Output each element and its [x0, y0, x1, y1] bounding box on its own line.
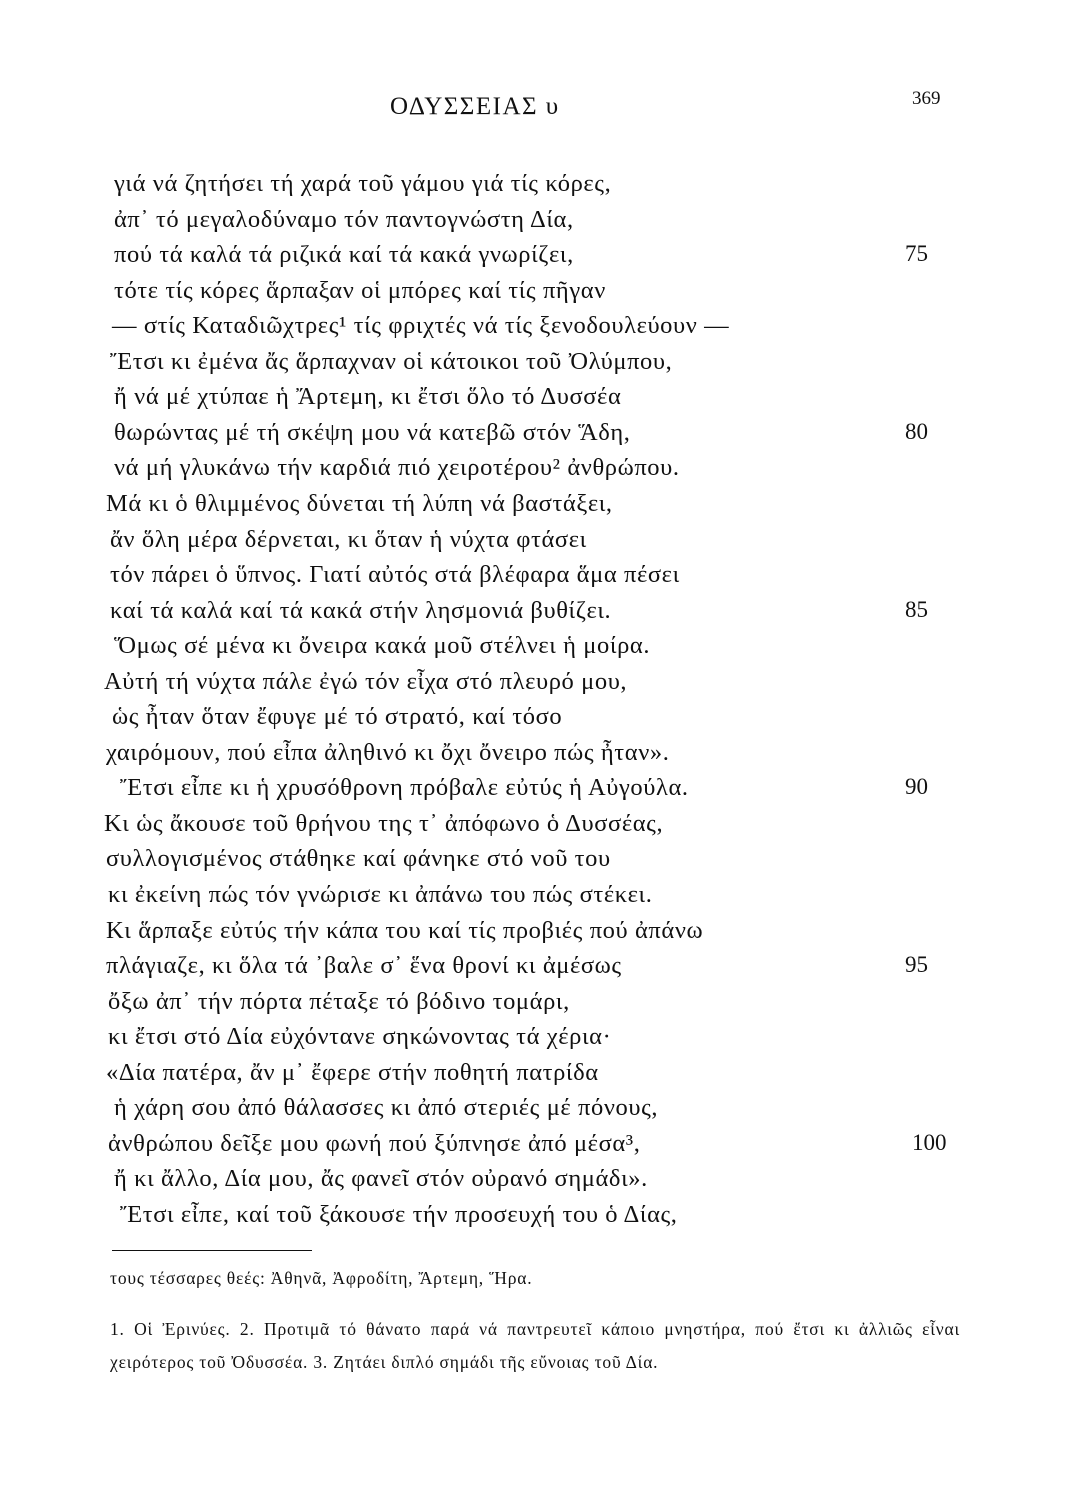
- verse-line: [0, 774, 1085, 812]
- verse-text: ὡς ἦταν ὅταν ἔφυγε μέ τό στρατό, καί τόσο: [112, 703, 563, 730]
- footnotes: 1. Οἱ Ἐρινύες. 2. Προτιμᾶ τό θάνατο παρά νά παντρευτεῖ κάποιο μνηστήρα, πού ἔτσι κι ἀλλιῶς εἶναι χειρότερος τοῦ Ὀδυσσέα. 3. Ζητάει διπλό σημάδι τῆς εὔνοιας τοῦ Δία.: [110, 1319, 960, 1372]
- verse-line: [0, 703, 1085, 741]
- verse-line: [0, 1059, 1085, 1097]
- verse-line: [0, 277, 1085, 315]
- verse-text: ἀνθρώπου δεῖξε μου φωνή πού ξύπνησε ἀπό μέσα³,: [108, 1130, 641, 1157]
- verse-line: [0, 810, 1085, 848]
- verse-text: θωρώντας μέ τή σκέψη μου νά κατεβῶ στόν Ἅδη,: [114, 419, 631, 446]
- footnote-continuation: τους τέσσαρες θεές: Ἀθηνᾶ, Ἀφροδίτη, Ἄρτεμη, Ἥρα.: [110, 1268, 533, 1288]
- verse-line: [0, 668, 1085, 706]
- verse-line: [0, 988, 1085, 1026]
- verse-line: [0, 632, 1085, 670]
- verse-number: 95: [905, 952, 928, 977]
- verse-line: [0, 383, 1085, 421]
- verse-line: [0, 881, 1085, 919]
- verse-text: χαιρόμουν, πού εἶπα ἀληθινό κι ὄχι ὄνειρο πώς ἦταν».: [106, 739, 670, 766]
- verse-text: κι ἐκείνη πώς τόν γνώρισε κι ἀπάνω του πώς στέκει.: [108, 881, 653, 908]
- verse-number: 90: [905, 774, 928, 799]
- footnote-rule: [112, 1250, 312, 1251]
- verse-text: Αὐτή τή νύχτα πάλε ἐγώ τόν εἶχα στό πλευρό μου,: [104, 668, 628, 695]
- verse-text: γιά νά ζητήσει τή χαρά τοῦ γάμου γιά τίς κόρες,: [114, 170, 612, 197]
- verse-line: [0, 241, 1085, 279]
- verse-text: — στίς Καταδιῶχτρες¹ τίς φριχτές νά τίς ξενοδουλεύουν —: [112, 312, 730, 339]
- verse-line: [0, 454, 1085, 492]
- verse-number: 75: [905, 241, 928, 266]
- verse-line: [0, 419, 1085, 457]
- verse-line: [0, 1130, 1085, 1168]
- verse-text: ὄξω ἀπ᾽ τήν πόρτα πέταξε τό βόδινο τομάρι,: [108, 988, 570, 1015]
- verse-line: [0, 206, 1085, 244]
- verse-text: καί τά καλά καί τά κακά στήν λησμονιά βυθίζει.: [110, 597, 612, 624]
- verse-number: 100: [912, 1130, 947, 1155]
- verse-number: 80: [905, 419, 928, 444]
- verse-line: [0, 490, 1085, 528]
- verse-line: [0, 348, 1085, 386]
- verse-text: Ἔτσι εἶπε κι ἡ χρυσόθρονη πρόβαλε εὐτύς ἡ Αὐγούλα.: [120, 774, 689, 801]
- verse-line: [0, 312, 1085, 350]
- verse-text: Ἔτσι κι ἐμένα ἄς ἅρπαχναν οἱ κάτοικοι τοῦ Ὀλύμπου,: [110, 348, 673, 375]
- verse-line: [0, 526, 1085, 564]
- verse-text: Κι ἅρπαξε εὐτύς τήν κάπα του καί τίς προβιές πού ἀπάνω: [106, 917, 704, 944]
- verse-text: κι ἔτσι στό Δία εὐχόντανε σηκώνοντας τά χέρια·: [108, 1023, 612, 1050]
- verse-text: ἡ χάρη σου ἀπό θάλασσες κι ἀπό στεριές μέ πόνους,: [114, 1094, 659, 1121]
- verse-text: Μά κι ὁ θλιμμένος δύνεται τή λύπη νά βαστάξει,: [106, 490, 613, 517]
- page-number: 369: [912, 88, 941, 109]
- verse-text: πλάγιαζε, κι ὅλα τά ᾽βαλε σ᾽ ἕνα θρονί κι ἀμέσως: [106, 952, 622, 979]
- verse-line: [0, 1201, 1085, 1239]
- verse-line: [0, 597, 1085, 635]
- verse-text: Ἔτσι εἶπε, καί τοῦ ξάκουσε τήν προσευχή του ὁ Δίας,: [120, 1201, 678, 1228]
- verse-line: [0, 952, 1085, 990]
- verse-line: [0, 917, 1085, 955]
- verse-text: τότε τίς κόρες ἅρπαξαν οἱ μπόρες καί τίς πῆγαν: [114, 277, 606, 304]
- verse-text: ἀπ᾽ τό μεγαλοδύναμο τόν παντογνώστη Δία,: [114, 206, 574, 233]
- running-head: ΟΔΥΣΣΕΙΑΣ υ: [390, 93, 560, 120]
- verse-number: 85: [905, 597, 928, 622]
- verse-line: [0, 170, 1085, 208]
- verse-line: [0, 561, 1085, 599]
- verse-text: τόν πάρει ὁ ὕπνος. Γιατί αὐτός στά βλέφαρα ἅμα πέσει: [110, 561, 680, 588]
- verse-line: [0, 1023, 1085, 1061]
- verse-line: [0, 739, 1085, 777]
- verse-text: νά μή γλυκάνω τήν καρδιά πιό χειροτέρου² ἀνθρώπου.: [114, 454, 680, 481]
- verse-text: Κι ὡς ἄκουσε τοῦ θρήνου της τ᾽ ἀπόφωνο ὁ Δυσσέας,: [104, 810, 664, 837]
- verse-line: [0, 1094, 1085, 1132]
- verse-text: ἤ νά μέ χτύπαε ἡ Ἄρτεμη, κι ἔτσι ὅλο τό Δυσσέα: [114, 383, 622, 410]
- verse-text: πού τά καλά τά ριζικά καί τά κακά γνωρίζει,: [114, 241, 574, 268]
- verse-text: Ὅμως σέ μένα κι ὄνειρα κακά μοῦ στέλνει ἡ μοίρα.: [114, 632, 651, 659]
- verse-line: [0, 845, 1085, 883]
- verse-line: [0, 1165, 1085, 1203]
- verse-text: ἤ κι ἄλλο, Δία μου, ἄς φανεῖ στόν οὐρανό σημάδι».: [114, 1165, 648, 1192]
- verse-text: συλλογισμένος στάθηκε καί φάνηκε στό νοῦ του: [106, 845, 611, 872]
- verse-text: ἄν ὅλη μέρα δέρνεται, κι ὅταν ἡ νύχτα φτάσει: [110, 526, 587, 553]
- verse-text: «Δία πατέρα, ἄν μ᾽ ἔφερε στήν ποθητή πατρίδα: [106, 1059, 599, 1086]
